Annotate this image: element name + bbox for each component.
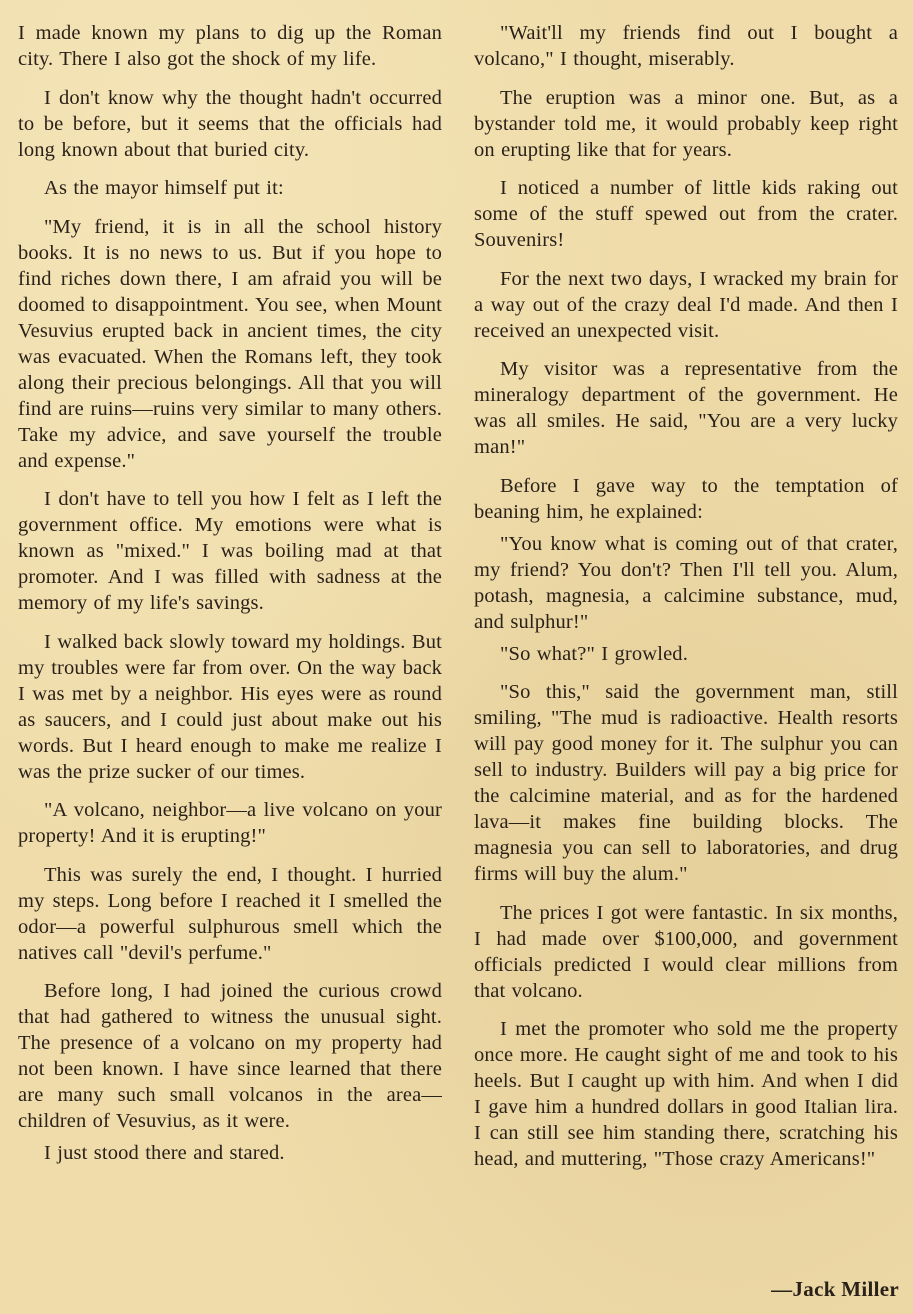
paragraph: The eruption was a minor one. But, as a bystander told me, it would probably keep right on erupting like that for years. <box>474 86 898 161</box>
paragraph: "My friend, it is in all the school history books. It is no news to us. But if you hope to find riches down there, I am afraid you will be doomed to disappointment. You see, when Mount Vesuvius erupted back in ancient times, the city was evacuated. When the Romans left, they took along their precious belongings. All that you will find are ruins—ruins very similar to many others. Take my advice, and save yourself the trouble and expense." <box>18 215 442 472</box>
paragraph: I made known my plans to dig up the Roman city. There I also got the shock of my life. <box>18 22 442 70</box>
paragraph: The prices I got were fantastic. In six months, I had made over $100,000, and government officials predicted I would clear millions from that volcano. <box>474 901 898 1002</box>
paragraph: For the next two days, I wracked my brain for a way out of the crazy deal I'd made. And then I received an unexpected visit. <box>474 267 898 342</box>
paragraph: I noticed a number of little kids raking out some of the stuff spewed out from the crater. Souvenirs! <box>474 177 898 251</box>
paragraph: I don't know why the thought hadn't occurred to be before, but it seems that the officials had long known about that buried city. <box>18 86 442 161</box>
paragraph: This was surely the end, I thought. I hurried my steps. Long before I reached it I smelled the odor—a powerful sulphurous smell which the natives call "devil's perfume." <box>18 863 442 964</box>
paragraph: I met the promoter who sold me the property once more. He caught sight of me and took to his heels. But I caught up with him. And when I did I gave him a hundred dollars in good Italian lira. I can still see him standing there, scratching his head, and muttering, "Those crazy Americans!" <box>474 1018 898 1170</box>
paragraph: I don't have to tell you how I felt as I left the government office. My emotions were what is known as "mixed." I was boiling mad at that promoter. And I was filled with sadness at the memory of my life's savings. <box>18 488 442 614</box>
paragraph: My visitor was a representative from the mineralogy department of the government. He was all smiles. He said, "You are a very lucky man!" <box>474 358 898 458</box>
paragraph: As the mayor himself put it: <box>44 177 284 199</box>
paragraph: "Wait'll my friends find out I bought a volcano," I thought, miserably. <box>474 22 898 70</box>
paragraph: "A volcano, neighbor—a live volcano on your property! And it is erupting!" <box>18 799 442 847</box>
paragraph: "You know what is coming out of that crater, my friend? You don't? Then I'll tell you. Alum, potash, magnesia, a calcimine substance, mud, and sulphur!" <box>474 532 898 633</box>
paragraph: I just stood there and stared. <box>44 1142 285 1164</box>
author-signature: —Jack Miller <box>771 1277 899 1301</box>
paragraph: "So this," said the government man, still smiling, "The mud is radioactive. Health resorts will pay good money for it. The sulphur you can sell to industry. Builders will pay a big price for the calcimine material, and as for the hardened lava—it makes fine building blocks. The magnesia you can sell to laboratories, and drug firms will buy the alum." <box>474 681 898 885</box>
left-column <box>18 20 442 1179</box>
paragraph: I walked back slowly toward my holdings. But my troubles were far from over. On the way back I was met by a neighbor. His eyes were as round as saucers, and I could just about make out his words. But I heard enough to make me realize I was the prize sucker of our times. <box>18 630 442 783</box>
paragraph: "So what?" I growled. <box>500 642 688 665</box>
right-column <box>474 20 898 1185</box>
paragraph: Before I gave way to the temptation of beaning him, he explained: <box>474 474 898 523</box>
paragraph: Before long, I had joined the curious crowd that had gathered to witness the unusual sight. The presence of a volcano on my property had not been known. I have since learned that there are many such small volcanos in the area—children of Vesuvius, as it were. <box>18 980 442 1132</box>
